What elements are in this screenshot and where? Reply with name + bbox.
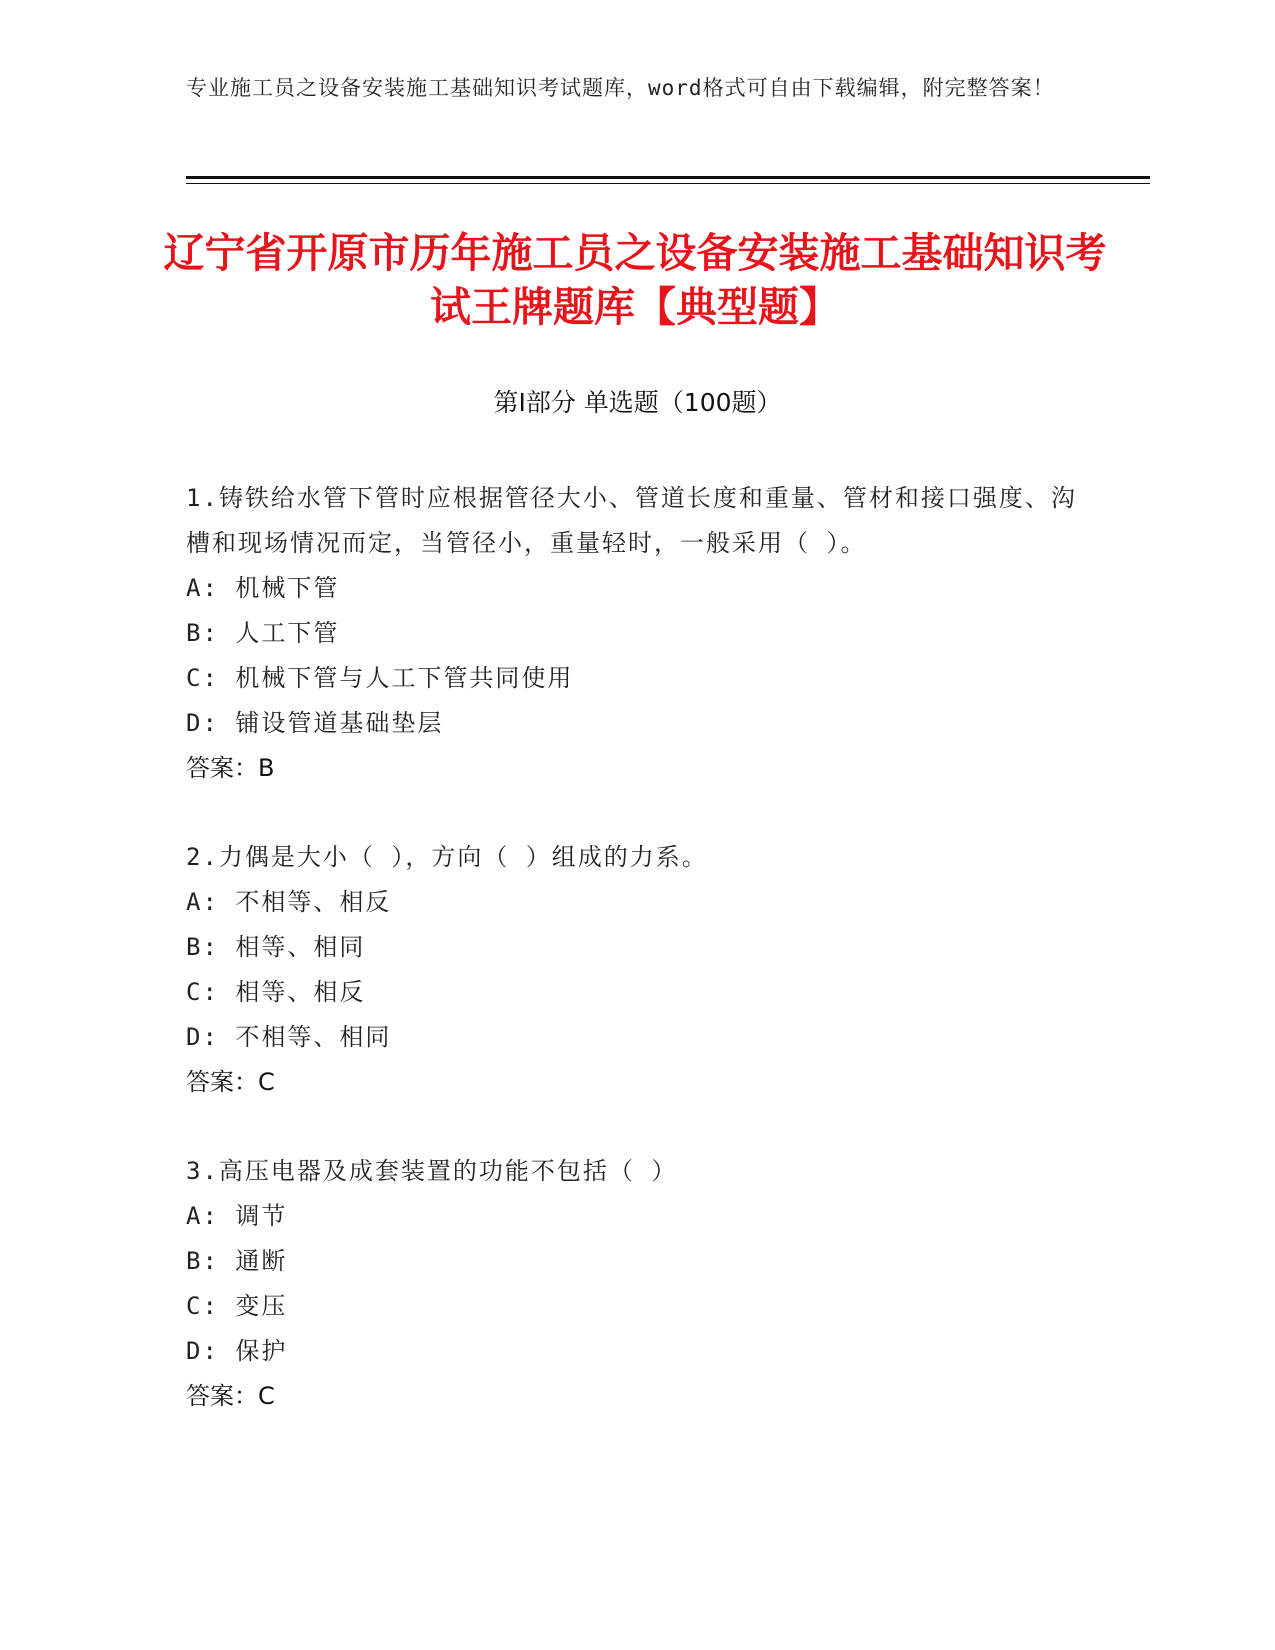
header-note: 专业施工员之设备安装施工基础知识考试题库，word格式可自由下载编辑，附完整答案！ [186, 76, 1055, 100]
option-d: D: 铺设管道基础垫层 [186, 709, 444, 737]
option-c: C: 机械下管与人工下管共同使用 [186, 664, 574, 692]
question-2 [186, 835, 1086, 1105]
question-text: 2.力偶是大小（ ），方向（ ）组成的力系。 [186, 843, 708, 871]
answer-line: 答案：B [186, 754, 275, 782]
option-d: D: 不相等、相同 [186, 1023, 392, 1051]
answer-line: 答案：C [186, 1382, 275, 1410]
option-d: D: 保护 [186, 1337, 288, 1365]
option-b: B: 人工下管 [186, 619, 340, 647]
section-title: 第I部分 单选题（100题） [493, 388, 782, 417]
header-divider-thin [186, 183, 1150, 184]
question-list [186, 476, 1086, 1463]
option-b: B: 相等、相同 [186, 933, 366, 961]
question-3 [186, 1149, 1086, 1419]
option-a: A: 机械下管 [186, 574, 340, 602]
answer-line: 答案：C [186, 1068, 275, 1096]
option-c: C: 相等、相反 [186, 978, 366, 1006]
option-a: A: 调节 [186, 1202, 288, 1230]
question-text: 3.高压电器及成套装置的功能不包括（ ） [186, 1157, 678, 1185]
document-title: 辽宁省开原市历年施工员之设备安装施工基础知识考试王牌题库【典型题】 [163, 229, 1107, 331]
option-c: C: 变压 [186, 1292, 288, 1320]
question-text: 1.铸铁给水管下管时应根据管径大小、管道长度和重量、管材和接口强度、沟槽和现场情况而定，当管径小，重量轻时，一般采用（ ）。 [186, 484, 1077, 557]
header-divider-thick [186, 176, 1150, 179]
option-b: B: 通断 [186, 1247, 288, 1275]
option-a: A: 不相等、相反 [186, 888, 392, 916]
question-1 [186, 476, 1086, 791]
